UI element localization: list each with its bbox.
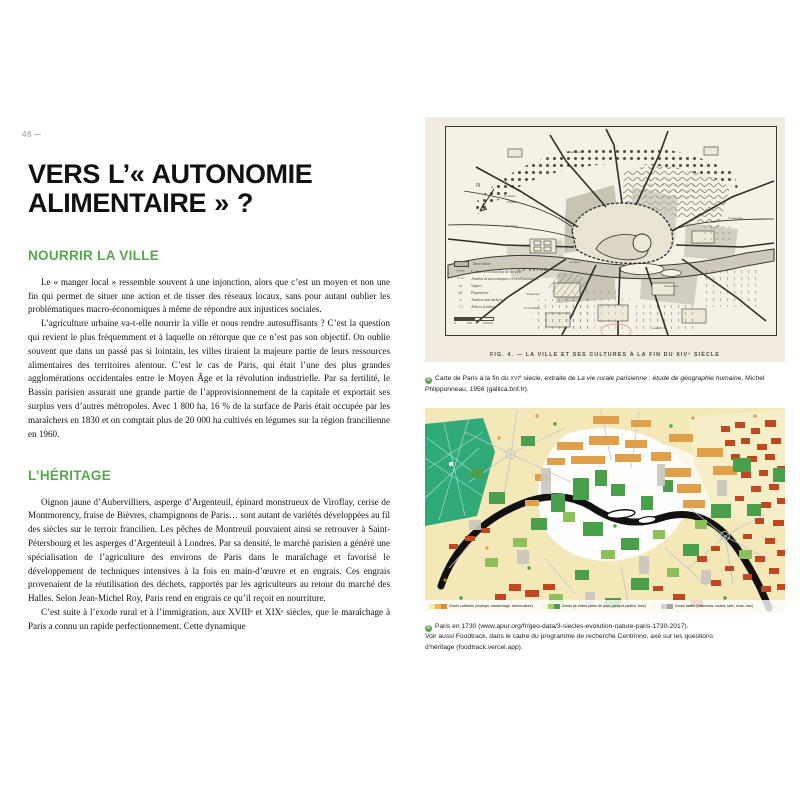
svg-text:Vaugirard: Vaugirard: [526, 292, 540, 296]
legend-label: Pépinières: [471, 290, 489, 296]
caption-century: xvi: [510, 374, 520, 382]
figure-caption-historical: [425, 373, 785, 396]
svg-text:Montmartre: Montmartre: [566, 150, 583, 154]
scale-label: 1000 m: [482, 321, 494, 326]
scale-label: 500: [466, 321, 472, 326]
map-scale-bar: [454, 314, 582, 321]
legend-label: Zones de loisirs (aires de jeux, parcs et jardins, bois): [561, 604, 646, 609]
legend-item-zones-cultivees: [429, 604, 533, 609]
legend-label: Cultures et courtiles de la ville: [471, 268, 522, 274]
svg-text:Collines: Collines: [504, 194, 516, 198]
caption-text-after: , Michel Phlipponneau, 1956 (gallica.bnf.fr).: [425, 374, 765, 393]
legend-swatch-arbres-fruitiers: ∷∷: [457, 304, 464, 309]
paragraph: Oignon jaune d’Aubervilliers, asperge d’Argenteuil, épinard monstrueux de Viroflay, cerise de Montmorency, fraise de Bièvres, champignons de Paris… sont autant de variétés développées au fil des siècles sur le terroir francilien. Les pêches de Montreuil pouvaient ainsi se retrouver à Saint-Pétersbourg et les asperges d’Argenteuil à Londres. Par sa densité, le marché parisien a généré une spécialisation de l’agriculture des environs de Paris dans le maraîchage et favorisé le développement de techniques intensives à la fois en main-d’œuvre et en engrais. Ces engrais provenaient de la réutilisation des déchets, rapportés par les agriculteurs au retour du marché des Halles. Selon Jean-Michel Roy, Paris rend en engrais ce qu’il reçoit en nourriture.: [28, 496, 390, 604]
svg-text:N: N: [476, 183, 481, 189]
page-title: VERS L’« AUTONOMIE ALIMENTAIRE » ?: [28, 159, 313, 218]
caption-century-suffix: e: [519, 374, 522, 379]
legend-swatches: [429, 604, 447, 609]
caption-line-1: Paris en 1730 (www.apur.org/fr/geo-data/3-siecles-evolution-nature-paris-1730-2017).: [435, 622, 689, 630]
text-column: [28, 160, 390, 634]
paragraph: C’est suite à l’exode rural et à l’immigration, aux XVIIIᵉ et XIXᵉ siècles, que le maraîchage à Paris a connu un rapide perfectionnement. Cette dynamique: [28, 607, 390, 631]
legend-label: Jardins aristocratiques et ecclésiastiques: [471, 275, 539, 281]
legend-row: [454, 282, 582, 289]
scale-label: 0: [454, 321, 456, 326]
map-scale-labels: [454, 321, 582, 327]
legend-swatch-cultures: ≈⊂≈: [456, 269, 465, 274]
legend-label: Arbres fruitiers: [471, 304, 497, 310]
copyright-icon: ©: [426, 376, 431, 383]
caption-line-3: d’héritage (foodtrack.vercel.app).: [425, 644, 523, 652]
legend-label: Zones cultivées (champs, maraîchage, arboriculture): [449, 604, 533, 609]
svg-text:Gentilly: Gentilly: [652, 326, 664, 330]
color-map-illustration: [425, 408, 785, 613]
map-frame: [445, 126, 777, 336]
legend-swatch-zone-batie: [454, 261, 469, 267]
copyright-icon: ©: [426, 624, 431, 631]
color-map-legend: [425, 600, 785, 613]
svg-text:St-Antoine: St-Antoine: [728, 216, 743, 220]
paragraph: Le « manger local » ressemble souvent à une injonction, alors que c’est un moyen et non une fin qui permet de situer une action et de tisser des réseaux locaux, sans pour autant oublier les problématiques macro-économiques à même de répondre aux injustices sociales.: [28, 276, 390, 315]
legend-label: Zone bâtie: [473, 261, 491, 267]
legend-swatches: [655, 604, 673, 609]
legend-row: [454, 260, 582, 267]
legend-label: Vignes: [471, 282, 482, 288]
legend-swatch-vignes: ττ: [459, 283, 462, 288]
caption-italic-title: La vie rurale parisienne : étude de géographie humaine: [577, 374, 742, 382]
caption-text-mid: siècle, extraite de: [521, 374, 578, 382]
svg-text:Louvre: Louvre: [570, 260, 580, 264]
legend-swatch-pepinieres: ʎʎ: [458, 290, 463, 295]
legend-row: [454, 268, 582, 275]
svg-text:Charenton: Charenton: [664, 284, 679, 288]
legend-row: [454, 289, 582, 296]
legend-row: [454, 296, 582, 303]
color-map-figure: [425, 408, 785, 613]
svg-text:St-Denis: St-Denis: [506, 224, 518, 228]
svg-text:d’Épine: d’Épine: [506, 200, 517, 204]
caption-line-2: Voir aussi Foodtrack, dans le cadre du programme de recherche Centrinno, axé sur les questions: [425, 633, 714, 641]
folio-page-number: 48: [22, 130, 41, 139]
historical-map-legend: [454, 260, 582, 327]
legend-label: Jardins maraîchers: [471, 297, 503, 303]
legend-swatch-jardins-maraichers: ⱴ: [459, 297, 462, 302]
figure-caption-color-map: [425, 622, 785, 655]
historical-map-figure: [425, 117, 785, 362]
legend-item-zones-baties: [655, 604, 753, 609]
plate-caption: FIG. 4. — LA VILLE ET SES CULTURES À LA FIN DU XIVᵉ SIÈCLE: [489, 352, 721, 358]
legend-swatch-jardins-aristo: ≡ ≡: [457, 276, 464, 281]
section-heading-nourrir-la-ville: NOURRIR LA VILLE: [28, 247, 160, 263]
legend-swatches: [542, 604, 560, 609]
legend-label: Zones bâties (bâtiments, routes, rails, murs, eau): [674, 604, 753, 609]
figure-column: [425, 117, 785, 654]
svg-text:LA SEINE: LA SEINE: [518, 267, 549, 272]
legend-row: [454, 303, 582, 310]
caption-text-before: Carte de Paris à la fin du: [435, 374, 511, 382]
section-heading-heritage: L’HÉRITAGE: [28, 467, 112, 483]
svg-text:St-Germain: St-Germain: [524, 306, 540, 310]
legend-item-zones-loisirs: [542, 604, 646, 609]
paragraph: L’agriculture urbaine va-t-elle nourrir la ville et nous rendre autosuffisants ? C’est la question qui revient le plus fréquemment et à laquelle on rétorque que ce n’est pas son objectif. On oublie souvent que dans un passé pas si lointain, les villes tiraient la majeure partie de leurs ressources alimentaires des territoires alentour. C’est le cas de Paris, qui était l’une des plus grandes agglomérations occidentales entre le Moyen Âge et la révolution industrielle. Par sa fertilité, le Bassin parisien assurait une grande partie de l’approvisionnement de la capitale et exportait ses surplus vers d’autres métropoles. Avec 1 800 ha, 16 % de la surface de Paris était occupée par les maraîchers en 1830 et on comptait plus de 20 000 ha cultivés en légumes sur la région francilienne en 1960.: [28, 318, 390, 439]
legend-row: [454, 275, 582, 282]
